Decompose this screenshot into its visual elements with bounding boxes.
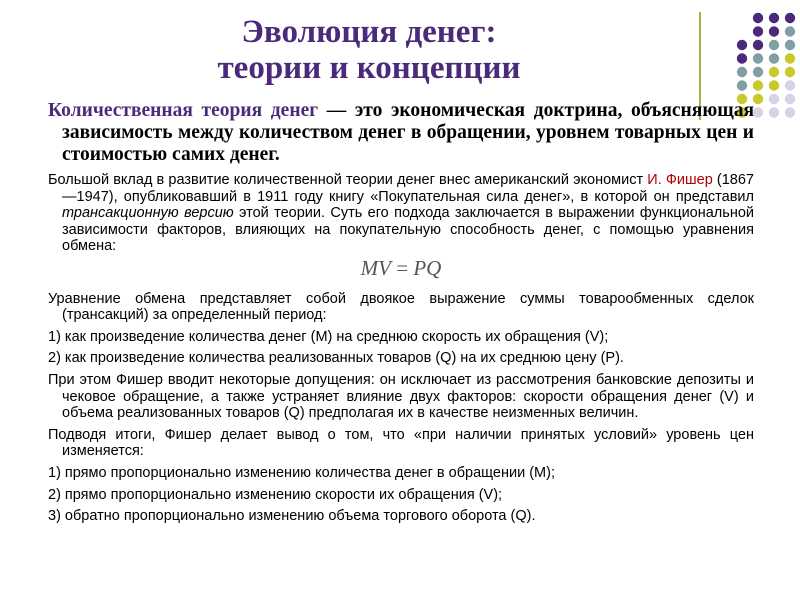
lead-definition xyxy=(48,100,754,166)
slide-title xyxy=(0,14,738,86)
list2-item-1: 1) прямо пропорционально изменению количества денег в обращении (М); xyxy=(48,464,555,481)
decorative-dot xyxy=(737,53,747,63)
paragraph-fisher xyxy=(48,172,754,255)
decorative-dot xyxy=(737,80,747,90)
decorative-dot xyxy=(753,94,763,104)
decorative-dot xyxy=(753,13,763,23)
formula-right: PQ xyxy=(413,255,442,280)
paragraph-equation-meaning: Уравнение обмена представляет собой двоякое выражение суммы товарообменных сделок (трансакций) за определенный период: xyxy=(48,290,754,324)
formula-op: = xyxy=(390,255,414,280)
paragraph-assumptions: При этом Фишер вводит некоторые допущения: он исключает из рассмотрения банковские депозиты и чековое обращение, а также устраняет влияние двух факторов: скорости обращения денег (V) и объема реализованных товаров (Q) предполагая их в качестве неизменных величин. xyxy=(48,371,754,422)
para1-a: Большой вклад в развитие количественной теории денег внес американский экономист xyxy=(48,172,648,188)
list2-item-2: 2) прямо пропорционально изменению скорости их обращения (V); xyxy=(48,486,503,503)
decorative-dot xyxy=(737,67,747,77)
paragraph-conclusion: Подводя итоги, Фишер делает вывод о том, что «при наличии принятых условий» уровень цен изменяется: xyxy=(48,426,754,460)
decorative-dot xyxy=(737,40,747,50)
title-line-2: теории и концепции xyxy=(217,50,521,86)
decorative-dot xyxy=(785,107,795,117)
slide-body xyxy=(48,100,754,530)
decorative-dot xyxy=(769,40,779,50)
para1-b: (1867—1947), опубликовавший в 1911 году книгу «Покупательная сила денег», в которой он представил xyxy=(62,172,754,205)
lead-rest: — это экономическая доктрина, объясняющая зависимость между количеством денег в обращении, уровнем товарных цен и стоимостью самих денег. xyxy=(62,100,754,165)
title-line-1: Эволюция денег: xyxy=(241,14,497,50)
decorative-dot xyxy=(785,94,795,104)
decorative-dot xyxy=(769,53,779,63)
list2-item-3: 3) обратно пропорционально изменению объема торгового оборота (Q). xyxy=(48,508,536,525)
decorative-dot xyxy=(785,53,795,63)
list1-item-1: 1) как произведение количества денег (М) на среднюю скорость их обращения (V); xyxy=(48,328,609,345)
lead-term: Количественная теория денег xyxy=(48,100,319,121)
decorative-dot xyxy=(769,13,779,23)
decorative-dot xyxy=(785,80,795,90)
decorative-dot xyxy=(769,26,779,36)
decorative-dot xyxy=(785,26,795,36)
decorative-dot xyxy=(753,40,763,50)
decorative-dot xyxy=(769,94,779,104)
decorative-dot xyxy=(769,107,779,117)
decorative-dot xyxy=(785,13,795,23)
decorative-dot xyxy=(753,26,763,36)
decorative-dot xyxy=(769,80,779,90)
decorative-dot xyxy=(753,80,763,90)
decorative-dot xyxy=(785,40,795,50)
transaction-version: трансакционную версию xyxy=(62,205,234,222)
fisher-name: И. Фишер xyxy=(647,172,713,188)
exchange-equation xyxy=(48,255,754,280)
decorative-dot xyxy=(785,67,795,77)
para1-c: этой теории. Суть его подхода заключается в выражении функциональной зависимости факторов, влияющих на покупательную способность денег, с помощью уравнения обмена: xyxy=(62,205,754,255)
decorative-dot xyxy=(753,67,763,77)
decorative-dot xyxy=(753,53,763,63)
formula-left: MV xyxy=(360,255,391,280)
list1-item-2: 2) как произведение количества реализованных товаров (Q) на их среднюю цену (Р). xyxy=(48,350,624,367)
decorative-dot xyxy=(769,67,779,77)
decorative-dot xyxy=(753,107,763,117)
